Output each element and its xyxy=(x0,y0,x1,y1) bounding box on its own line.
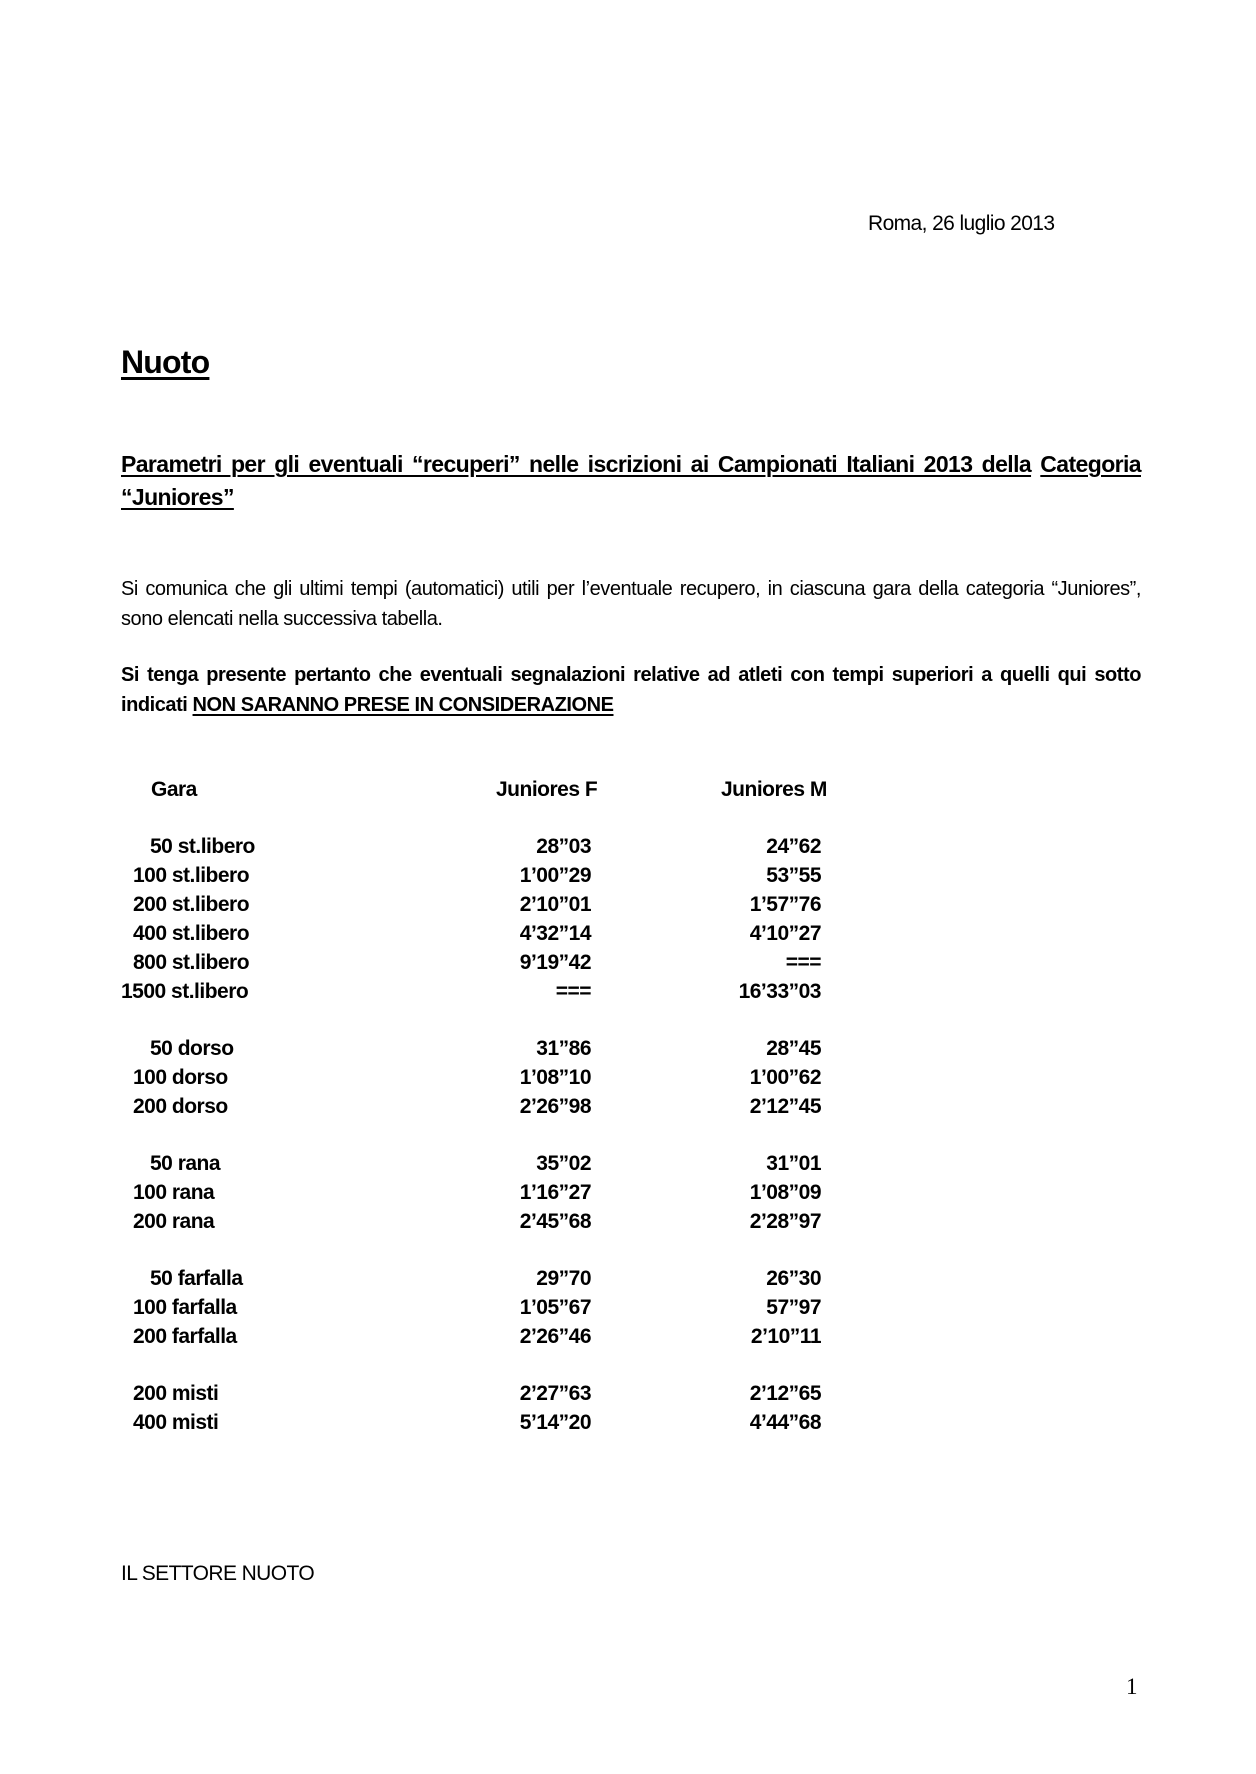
time-juniores-f: 2’26”98 xyxy=(519,1095,591,1118)
table-row xyxy=(121,1325,841,1354)
event-name: 50 dorso xyxy=(150,1037,234,1060)
time-juniores-m: 57”97 xyxy=(766,1296,821,1319)
table-row xyxy=(121,1382,841,1411)
event-name: 50 farfalla xyxy=(150,1267,243,1290)
header-juniores-m: Juniores M xyxy=(721,778,827,801)
document-title: Nuoto xyxy=(121,344,210,380)
event-name: 100 rana xyxy=(133,1181,215,1204)
time-juniores-m: 4’44”68 xyxy=(749,1411,821,1434)
signature: IL SETTORE NUOTO xyxy=(121,1562,315,1585)
time-juniores-m: 31”01 xyxy=(766,1152,821,1175)
header-juniores-f: Juniores F xyxy=(496,778,598,801)
time-juniores-m: 1’57”76 xyxy=(749,893,821,916)
table-row xyxy=(121,1411,841,1440)
group-spacer xyxy=(121,1239,841,1267)
time-juniores-f: 28”03 xyxy=(536,835,591,858)
time-juniores-m: 4’10”27 xyxy=(749,922,821,945)
time-juniores-f: 35”02 xyxy=(536,1152,591,1175)
table-row xyxy=(121,893,841,922)
table-row xyxy=(121,1181,841,1210)
warning-prefix: sotto indicati xyxy=(121,664,1141,716)
table-row xyxy=(121,1095,841,1124)
document-subtitle xyxy=(121,448,1141,514)
event-name: 50 rana xyxy=(150,1152,221,1175)
warning-emphasis: NON SARANNO PRESE IN CONSIDERAZIONE xyxy=(192,694,614,716)
time-juniores-f: 2’26”46 xyxy=(519,1325,591,1348)
group-spacer xyxy=(121,1354,841,1382)
document-date: Roma, 26 luglio 2013 xyxy=(868,212,1055,235)
time-juniores-m: === xyxy=(785,951,821,974)
time-juniores-m: 2’12”45 xyxy=(749,1095,821,1118)
subtitle-line-2: Categoria “Juniores” xyxy=(121,451,1141,510)
table-row xyxy=(121,922,841,951)
time-juniores-f: 1’16”27 xyxy=(519,1181,591,1204)
table-row xyxy=(121,1152,841,1181)
time-juniores-m: 24”62 xyxy=(766,835,821,858)
time-juniores-f: 1’08”10 xyxy=(519,1066,591,1089)
warning-paragraph xyxy=(121,660,1141,720)
event-name: 400 st.libero xyxy=(133,922,250,945)
group-spacer xyxy=(121,1009,841,1037)
group-spacer xyxy=(121,1124,841,1152)
table-row xyxy=(121,1037,841,1066)
event-name: 50 st.libero xyxy=(150,835,255,858)
table-header-row xyxy=(121,778,841,835)
time-juniores-f: 2’10”01 xyxy=(519,893,591,916)
time-juniores-m: 2’28”97 xyxy=(749,1210,821,1233)
event-name: 100 st.libero xyxy=(133,864,250,887)
table-row xyxy=(121,835,841,864)
qualifying-times-table xyxy=(121,778,841,1440)
event-name: 200 st.libero xyxy=(133,893,250,916)
subtitle-line-1: Parametri per gli eventuali “recuperi” nelle iscrizioni ai Campionati Italiani 2013 della xyxy=(121,451,1032,477)
intro-line-1: Si comunica che gli ultimi tempi (automatici) utili per l’eventuale recupero, in ciascuna gara della categoria xyxy=(121,578,1044,600)
page-number: 1 xyxy=(1126,1674,1138,1699)
time-juniores-m: 28”45 xyxy=(766,1037,821,1060)
event-name: 1500 st.libero xyxy=(121,980,249,1003)
header-gara: Gara xyxy=(151,778,197,801)
event-name: 800 st.libero xyxy=(133,951,250,974)
time-juniores-m: 1’00”62 xyxy=(749,1066,821,1089)
event-name: 200 farfalla xyxy=(133,1325,237,1348)
time-juniores-f: 31”86 xyxy=(536,1037,591,1060)
time-juniores-m: 2’10”11 xyxy=(750,1325,821,1348)
intro-paragraph xyxy=(121,574,1141,634)
time-juniores-m: 2’12”65 xyxy=(749,1382,821,1405)
time-juniores-f: === xyxy=(555,980,591,1003)
table-row xyxy=(121,864,841,893)
time-juniores-f: 29”70 xyxy=(536,1267,591,1290)
table-row xyxy=(121,951,841,980)
time-juniores-f: 4’32”14 xyxy=(519,922,591,945)
time-juniores-m: 16’33”03 xyxy=(738,980,821,1003)
table-row xyxy=(121,980,841,1009)
event-name: 200 misti xyxy=(133,1382,219,1405)
warning-line-1: Si tenga presente pertanto che eventuali segnalazioni relative ad atleti con tempi superiori a quelli qui xyxy=(121,664,1087,686)
time-juniores-m: 26”30 xyxy=(766,1267,821,1290)
table-row xyxy=(121,1267,841,1296)
event-name: 200 rana xyxy=(133,1210,215,1233)
time-juniores-f: 5’14”20 xyxy=(519,1411,591,1434)
time-juniores-m: 53”55 xyxy=(766,864,821,887)
table-row xyxy=(121,1210,841,1239)
event-name: 100 dorso xyxy=(133,1066,228,1089)
time-juniores-f: 9’19”42 xyxy=(519,951,591,974)
time-juniores-f: 2’45”68 xyxy=(519,1210,591,1233)
time-juniores-f: 1’05”67 xyxy=(519,1296,591,1319)
intro-line-2: “Juniores”, sono elencati nella successiva tabella. xyxy=(121,578,1141,630)
table-row xyxy=(121,1066,841,1095)
time-juniores-m: 1’08”09 xyxy=(749,1181,821,1204)
event-name: 100 farfalla xyxy=(133,1296,237,1319)
event-name: 400 misti xyxy=(133,1411,219,1434)
time-juniores-f: 2’27”63 xyxy=(519,1382,591,1405)
event-name: 200 dorso xyxy=(133,1095,228,1118)
table-row xyxy=(121,1296,841,1325)
time-juniores-f: 1’00”29 xyxy=(519,864,591,887)
